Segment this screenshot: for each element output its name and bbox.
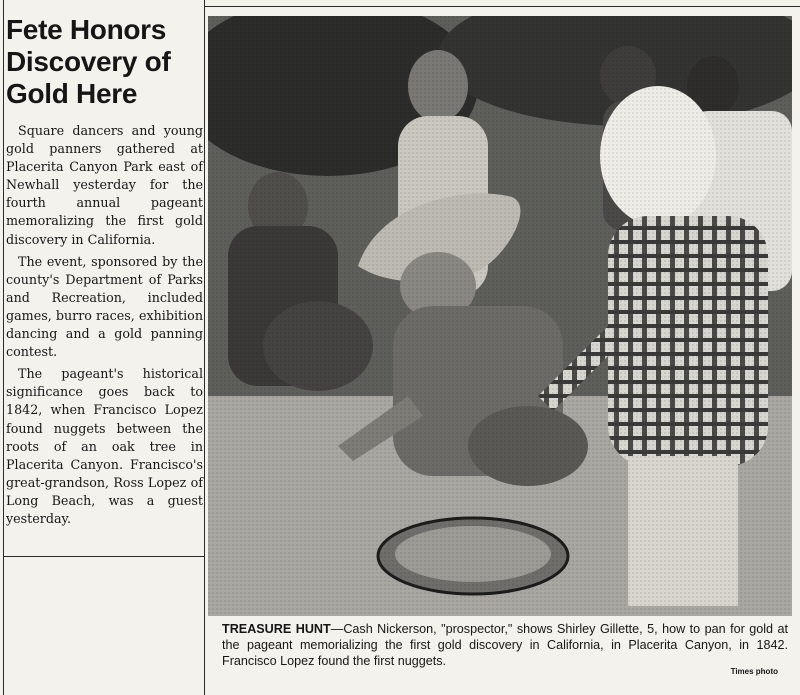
- article: [6, 14, 203, 532]
- caption-kicker: TREASURE HUNT: [222, 622, 331, 636]
- headline: Fete Honors Discovery of Gold Here: [6, 14, 171, 109]
- photo-credit: Times photo: [730, 667, 778, 676]
- column-rule-left: [3, 0, 4, 695]
- article-paragraph: The event, sponsored by the county's Department of Parks and Recreation, included games, burro races, exhibition dancing and a gold panning contest.: [6, 253, 203, 360]
- article-bottom-rule: [3, 556, 205, 557]
- photo-illustration: [208, 16, 792, 616]
- caption-text: —Cash Nickerson, "prospector," shows Shirley Gillette, 5, how to pan for gold at the pageant memorializing the first gold discovery in California, in Placerita Canyon, in 1842. Francisco Lopez found the first nuggets.: [222, 622, 789, 668]
- news-photo: [208, 16, 792, 616]
- article-paragraph: Square dancers and young gold panners gathered at Placerita Canyon Park east of Newhall yesterday for the fourth annual pageant memoralizing the first gold discovery in California.: [6, 123, 203, 247]
- top-rule: [204, 6, 800, 7]
- photo-caption: [222, 621, 788, 669]
- article-paragraph: The pageant's historical significance goes back to 1842, when Francisco Lopez found nuggets between the roots of an oak tree in Placerita Canyon. Francisco's great-grandson, Ross Lopez of Long Beach, was a guest yesterday.: [6, 366, 203, 526]
- column-rule-middle: [204, 0, 205, 695]
